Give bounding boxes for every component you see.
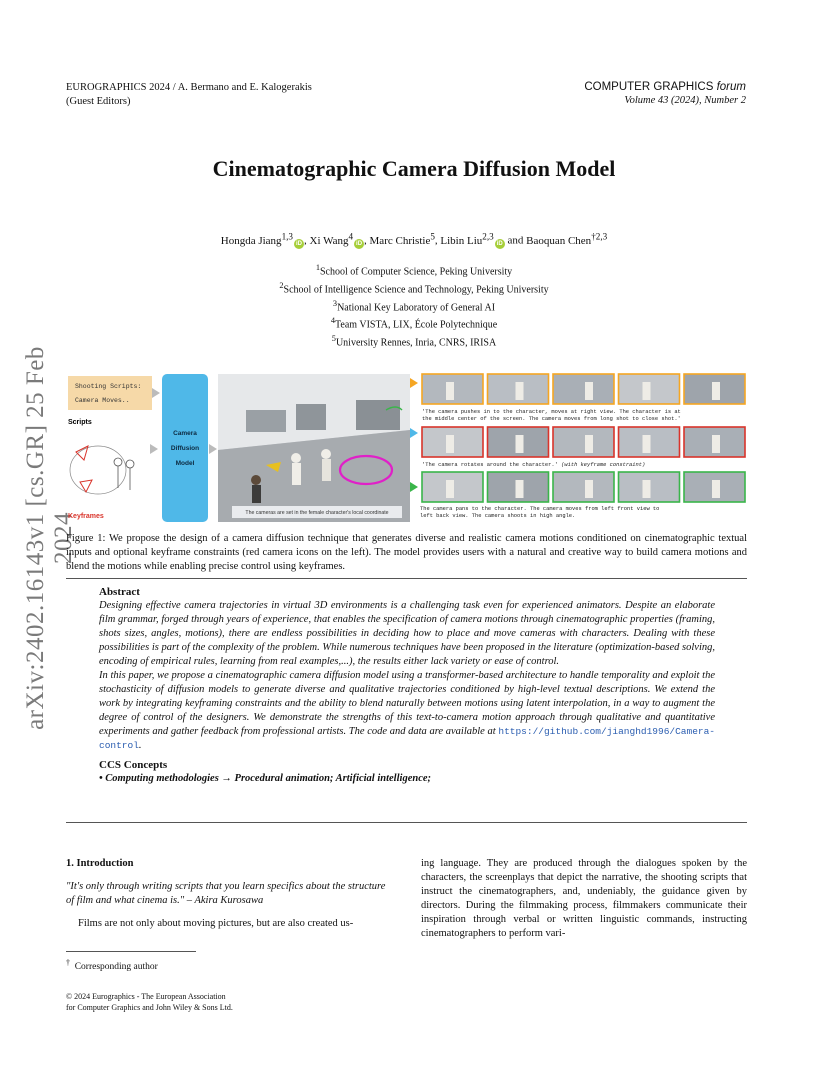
character-silhouette: [643, 382, 651, 400]
keyframe-sketch: [70, 446, 134, 494]
epigraph-quote: "It's only through writing scripts that you learn specifics about the structure of film and what cinema is." – Akira Kurosawa: [66, 881, 386, 906]
character-silhouette: [712, 480, 720, 498]
teaser-figure: [66, 370, 746, 526]
script-label-1: Shooting Scripts:: [75, 383, 142, 390]
character-silhouette: [585, 382, 593, 400]
abstract-paragraph: In this paper, we propose a cinematographic camera diffusion model using a transformer-based architecture to handle temporality and exploit the stochasticity of diffusion models to generate diverse and qualitative trajectories conditioned by high-level textual descriptions. We extend the work by integrating keyframing constraints and the ability to blend naturally between motions using latent interpolation, in a way to augment the degree of control of the designers. We demonstrate the strengths of this text-to-camera motion approach through qualitative and quantitative experiments and gather feedback from professional artists. The code and data are available at https://github.com/jianghd1996/Camera-control.: [99, 670, 716, 751]
character-silhouette: [643, 435, 651, 453]
character-silhouette: [516, 435, 524, 453]
intro-paragraph: Films are not only about moving pictures, but are also created us-: [78, 918, 354, 929]
arrow-icon: [152, 388, 160, 398]
model-label-line: Model: [175, 460, 195, 467]
row2-text: 'The camera rotates around the character.' (with keyframe constraint): [422, 462, 646, 468]
character-silhouette: [446, 382, 454, 400]
arxiv-stamp: arXiv:2402.16143v1 [cs.GR] 25 Feb 2024: [22, 346, 77, 730]
result-row-orange: [422, 374, 745, 404]
footnote-rule: [66, 951, 196, 952]
character-silhouette: [516, 480, 524, 498]
frame-thumbnail: [553, 374, 614, 404]
intro-left-column: [66, 857, 392, 931]
caption-rule: [66, 578, 747, 579]
frame-thumbnail: [553, 472, 614, 502]
abstract-rule: [66, 822, 747, 823]
figure-caption: Figure 1: We propose the design of a camera diffusion technique that generates diverse and realistic camera motions conditioned on cinematographic textual inputs and optional keyframe constraints (red camera icons on the left). The model provides users with a natural and creative way to build camera motions and blend the motions while enabling precise control using keyframes.: [66, 533, 747, 572]
author: Libin Liu$^{2,3}$iD: [440, 231, 503, 247]
model-label-line: Diffusion: [170, 445, 200, 452]
character-silhouette: [446, 480, 454, 498]
intro-right-column: [421, 857, 747, 941]
conference-line: EUROGRAPHICS 2024 / A. Bermano and E. Kalogerakis: [66, 82, 312, 93]
character-silhouette: [712, 435, 720, 453]
affiliation: $^3$National Key Laboratory of General AI: [332, 298, 496, 313]
character-silhouette: [585, 480, 593, 498]
frame-thumbnail: [553, 427, 614, 457]
character-silhouette: [585, 435, 593, 453]
row3-text-line: left back view. The camera shoots in high angle.: [420, 513, 576, 519]
scene-render: [218, 374, 410, 522]
author: Baoquan Chen$^{\dagger 2,3}$: [526, 231, 608, 247]
scripts-heading: Scripts: [68, 419, 92, 426]
affiliation: $^5$University Rennes, Inria, CNRS, IRISA: [331, 334, 497, 349]
orcid-icon[interactable]: iD: [356, 240, 363, 247]
footnote: † Corresponding author: [66, 958, 158, 973]
model-label-line: Camera: [173, 430, 197, 437]
affiliation: $^2$School of Intelligence Science and Technology, Peking University: [279, 280, 549, 296]
running-header-left: [66, 81, 312, 109]
result-row-green: [422, 472, 745, 502]
affiliation-list: [0, 261, 828, 350]
ccs-heading: CCS Concepts: [99, 759, 168, 771]
journal-brand: COMPUTER GRAPHICS forum: [584, 81, 746, 93]
arrow-icon: [410, 378, 418, 388]
abstract-paragraph: Designing effective camera trajectories in virtual 3D environments is a challenging task even for experienced animators. Despite an elaborate film grammar, forged through years of experience, that enables the specification of camera motions through cinematographic properties (framing, shots sizes, angles, motions), there are endless possibilities in deciding how to place and move cameras with characters. Dealing with these possibilities is part of the complexity of the problem. While numerous techniques have been proposed in the literature (optimization-based solving, encoding of empirical rules, learning from real examples,...), the results either lack variety or ease of control.: [99, 600, 715, 667]
arrow-icon: [209, 444, 217, 454]
author-list: Hongda Jiang$^{1,3}$iD , Xi Wang$^4$iD , Marc Christie$^5$, Libin Liu$^{2,3}$iD and Baoquan Chen$^{\dagger 2,3}$: [220, 231, 608, 247]
editors-line: (Guest Editors): [66, 96, 131, 107]
keyframe-camera-icon: [80, 480, 92, 492]
script-label-2: Camera Moves..: [75, 397, 130, 404]
orcid-icon[interactable]: iD: [496, 240, 503, 247]
character-silhouette: [516, 382, 524, 400]
affiliation: $^1$School of Computer Science, Peking University: [315, 263, 513, 278]
script-scroll: [68, 376, 152, 410]
row1-text-line: the middle center of the screen. The camera moves from long shot to close shot.': [422, 416, 681, 422]
code-link[interactable]: https://github.com/jianghd1996/Camera-control: [99, 726, 716, 751]
arrow-icon: [410, 482, 418, 492]
copyright-notice: © 2024 Eurographics - The European Association for Computer Graphics and John Wiley & Sons Ltd.: [66, 992, 233, 1012]
volume-line: Volume 43 (2024), Number 2: [624, 95, 746, 106]
section-heading: 1. Introduction: [66, 858, 134, 869]
abstract-block: [99, 585, 715, 786]
running-header-right: [584, 80, 746, 108]
author: Hongda Jiang$^{1,3}$iD: [220, 231, 303, 247]
author: Marc Christie$^5$: [369, 231, 435, 247]
orcid-icon[interactable]: iD: [296, 240, 303, 247]
author: Xi Wang$^4$iD: [309, 231, 363, 247]
ccs-concepts: • Computing methodologies → Procedural animation; Artificial intelligence;: [99, 773, 432, 784]
scene-caption: The cameras are set in the female character's local coordinate: [245, 510, 389, 516]
result-row-red: [422, 427, 745, 457]
character-silhouette: [643, 480, 651, 498]
affiliation: $^4$Team VISTA, LIX, École Polytechnique: [330, 316, 498, 331]
intro-paragraph: ing language. They are produced through the dialogues spoken by the characters, the screenplays that depict the narrative, the shooting scripts that instruct the cinematographers, and, undeniably, the guidance given by directors. During the filmmaking process, filmmakers communicate their inspiration through verbal or written linguistic commands, instructing cinematographers to perform vari-: [421, 858, 747, 939]
keyframes-heading: Keyframes: [68, 513, 104, 520]
row3-text-line: The camera pans to the character. The camera moves from left front view to: [420, 506, 660, 512]
arrow-icon: [150, 444, 158, 454]
paper-title: Cinematographic Camera Diffusion Model: [212, 156, 616, 181]
character-silhouette: [712, 382, 720, 400]
row1-text-line: 'The camera pushes in to the character, moves at right view. The character is at: [422, 409, 681, 415]
character-silhouette: [446, 435, 454, 453]
arrow-icon: [410, 428, 418, 438]
abstract-heading: Abstract: [99, 586, 140, 598]
